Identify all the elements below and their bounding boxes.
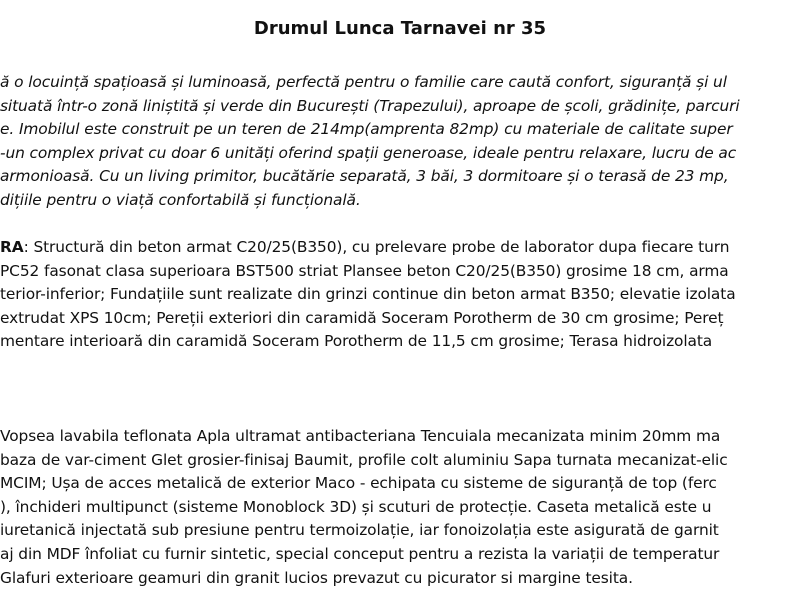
finishes-line: baza de var-ciment Glet grosier-finisaj Baumit, profile colt aluminiu Sapa turnata mecanizat-elic — [0, 450, 728, 469]
intro-line: armonioasă. Cu un living primitor, bucătărie separată, 3 băi, 3 dormitoare și o terasă de 23 mp, — [0, 167, 729, 186]
intro-line: e. Imobilul este construit pe un teren de 214mp(amprenta 82mp) cu materiale de calitate super — [0, 120, 733, 139]
structure-line — [0, 236, 800, 260]
structure-text: : Structură din beton armat C20/25(B350), cu prelevare probe de laborator dupa fiecare turn — [23, 238, 730, 256]
structure-line: mentare interioară din caramidă Soceram Porotherm de 11,5 cm grosime; Terasa hidroizolata — [0, 332, 713, 351]
finishes-line: MCIM; Ușa de acces metalică de exterior Maco - echipata cu sisteme de siguranță de top (ferc — [0, 474, 717, 493]
finishes-line: Vopsea lavabila teflonata Apla ultramat antibacteriana Tencuiala mecanizata minim 20mm ma — [0, 427, 721, 445]
page-title: Drumul Lunca Tarnavei nr 35 — [253, 18, 547, 39]
intro-line: dițiile pentru o viață confortabilă și funcțională. — [0, 190, 361, 209]
structure-line: extrudat XPS 10cm; Pereții exteriori din caramidă Soceram Porotherm de 30 cm grosime; Pereț — [0, 308, 724, 327]
finishes-line: iuretanică injectată sub presiune pentru termoizolație, iar fonoizolația este asigurată de garnit — [0, 521, 719, 540]
intro-line: situată într-o zonă liniștită și verde din București (Trapezului), aproape de școli, grădinițe, parcuri — [0, 96, 740, 115]
intro-line: -un complex privat cu doar 6 unități oferind spații generoase, ideale pentru relaxare, lucru de ac — [0, 143, 737, 162]
structure-line: PC52 fasonat clasa superioara BST500 striat Plansee beton C20/25(B350) grosime 18 cm, arma — [0, 261, 729, 280]
structure-heading: RA — [0, 238, 24, 256]
structure-paragraph — [0, 236, 800, 354]
intro-line: ă o locuință spațioasă și luminoasă, perfectă pentru o familie care caută confort, siguranță și ul — [0, 73, 727, 91]
finishes-paragraph — [0, 425, 800, 590]
finishes-line: aj din MDF înfoliat cu furnir sintetic, special conceput pentru a rezista la variații de temperatur — [0, 544, 720, 563]
finishes-line: Glafuri exterioare geamuri din granit lucios prevazut cu picurator si margine tesita. — [0, 568, 633, 587]
finishes-line: ), închideri multipunct (sisteme Monoblock 3D) și scuturi de protecție. Caseta metalică este u — [0, 497, 712, 516]
intro-paragraph — [0, 71, 800, 213]
structure-line: terior-inferior; Fundațiile sunt realizate din grinzi continue din beton armat B350; elevatie izolata — [0, 285, 736, 304]
